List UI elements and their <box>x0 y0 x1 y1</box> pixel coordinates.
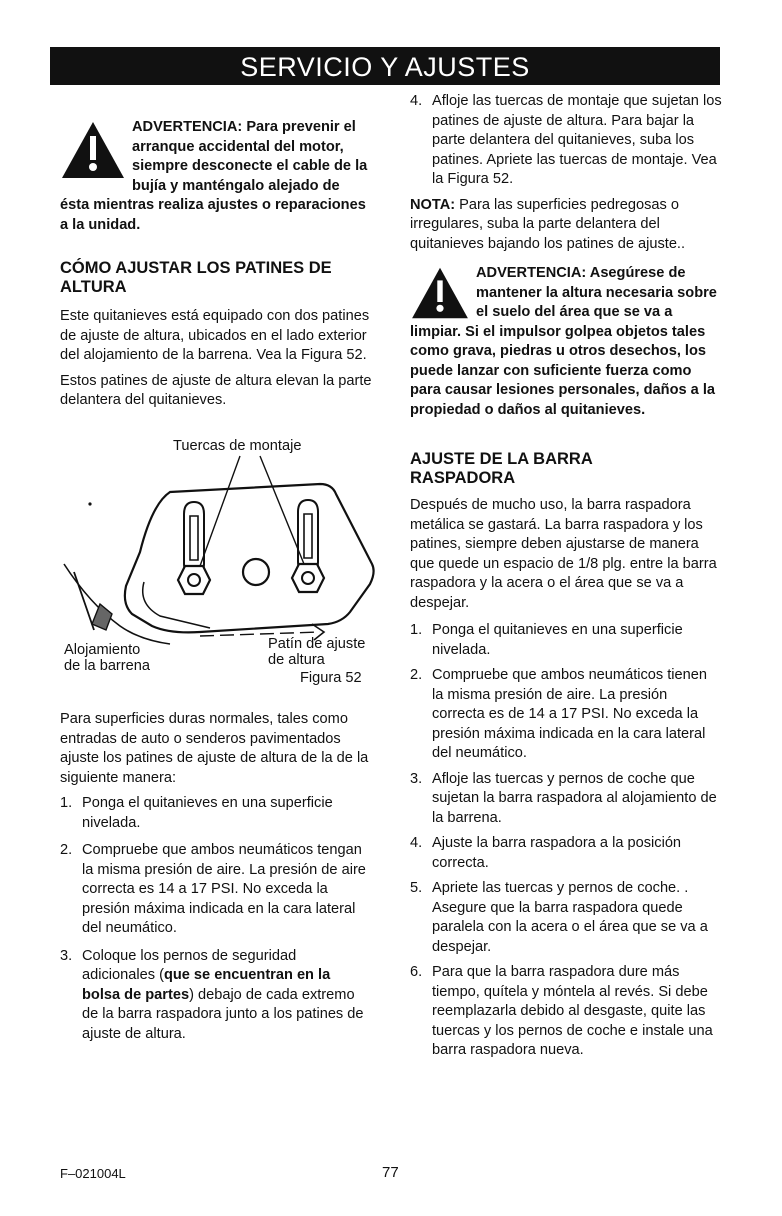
warning-block-right <box>410 264 722 420</box>
step-number: 2. <box>60 842 73 858</box>
left-column-lower <box>60 710 372 1050</box>
figure-label-housing-2: de la barrena <box>64 658 151 674</box>
note <box>410 196 722 255</box>
step-text-bold: que se encuentran en la bolsa de partes <box>82 967 331 1003</box>
paragraph: Después de mucho uso, la barra raspadora metálica se gastará. La barra raspadora y los patines, siempre deben ajustarse de manera que quede un espacio de 1/8 plg. entre la barra raspadora y la acera o el área que se va a despejar. <box>410 497 717 611</box>
step-number: 3. <box>60 947 73 964</box>
figure-caption: Figura 52 <box>300 670 362 686</box>
section-banner: SERVICIO Y AJUSTES <box>50 47 720 85</box>
list-item <box>60 841 372 939</box>
step-text: Afloje las tuercas y pernos de coche que sujetan la barra raspadora al alojamiento de la barrena. <box>432 770 717 826</box>
steps-list-right <box>410 621 722 1061</box>
list-item <box>410 834 722 873</box>
step-number: 3. <box>410 770 423 787</box>
list-item <box>410 92 722 190</box>
footer-code: F–021004L <box>60 1166 126 1181</box>
steps-list-left <box>60 794 372 1044</box>
step-number: 5. <box>410 880 423 896</box>
step-text: Afloje las tuercas de montaje que sujetan los patines de ajuste de altura. Para bajar la parte delantera del quitanieves, suba los patines. Apriete las tuercas de montaje. Vea la Figura 52. <box>432 93 722 187</box>
step-number: 2. <box>410 667 423 683</box>
list-item <box>410 963 722 1061</box>
step-number: 4. <box>410 93 423 109</box>
step-text: Apriete las tuercas y pernos de coche. . Asegure que la barra raspadora quede paralela con la acera o el área que se va a despejar. <box>432 880 708 955</box>
warning-block-left <box>60 118 372 235</box>
step-text: Compruebe que ambos neumáticos tengan la misma presión de aire. La presión de aire correcta es 14 a 17 PSI. No exceda la presión máxima indicada en la cara lateral del neumático. <box>82 842 366 936</box>
figure-label-mounting-nuts: Tuercas de montaje <box>173 438 302 454</box>
step-number: 1. <box>60 795 73 811</box>
step-text: Ajuste la barra raspadora a la posición correcta. <box>432 835 682 871</box>
paragraph: Estos patines de ajuste de altura elevan la parte delantera del quitanieves. <box>60 372 372 408</box>
step-number: 6. <box>410 964 423 980</box>
step-text-post: ) debajo de cada extremo de la barra raspadora junto a los patines de ajuste de altura. <box>82 986 364 1042</box>
list-item <box>410 666 722 764</box>
warning-triangle-icon <box>60 120 126 180</box>
step-number: 1. <box>410 622 423 638</box>
figure-label-housing-1: Alojamiento <box>64 642 141 658</box>
step-text: Compruebe que ambos neumáticos tienen la misma presión de aire. La presión correcta es de 14 a 17 PSI. No exceda la presión máxima indicada en la cara lateral del neumático. <box>432 667 708 761</box>
step-text: Ponga el quitanieves en una superficie nivelada. <box>432 622 683 658</box>
list-item <box>60 794 372 833</box>
figure-label-skid-2: de altura <box>268 652 325 668</box>
warning-text-left: ADVERTENCIA: Para prevenir el arranque accidental del motor, siempre desconecte el cable de la bujía y manténgalo alejado de ésta mientras realiza ajustes o reparaciones a la unidad. <box>60 119 368 233</box>
warning-triangle-icon <box>410 266 470 320</box>
step-text: Ponga el quitanieves en una superficie nivelada. <box>82 795 333 831</box>
step-text: Para que la barra raspadora dure más tiempo, quítela y móntela al revés. Si debe reemplazarla debido al desgaste, quite las tuercas y los pernos de coche e instale una barra raspadora nueva. <box>432 964 713 1058</box>
right-column <box>410 92 722 1067</box>
warning-text-right: ADVERTENCIA: Asegúrese de mantener la altura necesaria sobre el suelo del área que se va a limpiar. Si el impulsor golpea objetos tales como grava, piedras u otros desechos, los puede lanzar con suficiente fuerza como para causar lesiones personales, daños a la propiedad o daños al quitanieves. <box>410 265 717 418</box>
note-label: NOTA: <box>410 196 456 213</box>
figure-label-skid-1: Patín de ajuste <box>268 636 366 652</box>
note-text: Para las superficies pedregosas o irregulares, suba la parte delantera del quitanieves bajando los patines de ajuste.. <box>410 196 686 252</box>
steps-list-right-top <box>410 92 722 190</box>
step-text-pre: Coloque los pernos de seguridad adicionales ( <box>82 947 297 983</box>
list-item <box>410 770 722 829</box>
step-number: 4. <box>410 835 423 851</box>
section-heading-skids: CÓMO AJUSTAR LOS PATINES DE ALTURA <box>60 259 332 296</box>
list-item <box>410 621 722 660</box>
paragraph: Para superficies duras normales, tales como entradas de auto o senderos pavimentados ajuste los patines de ajuste de altura de la de la siguiente manera: <box>60 711 369 786</box>
list-item <box>410 879 722 957</box>
page-number: 77 <box>382 1164 399 1181</box>
left-column <box>60 118 372 411</box>
figure-52 <box>60 432 372 692</box>
list-item <box>60 947 372 1045</box>
paragraph: Este quitanieves está equipado con dos patines de ajuste de altura, ubicados en el lado exterior del alojamiento de la barrena. Vea la Figura 52. <box>60 308 370 363</box>
section-heading-scraper: AJUSTE DE LA BARRA RASPADORA <box>410 450 593 487</box>
